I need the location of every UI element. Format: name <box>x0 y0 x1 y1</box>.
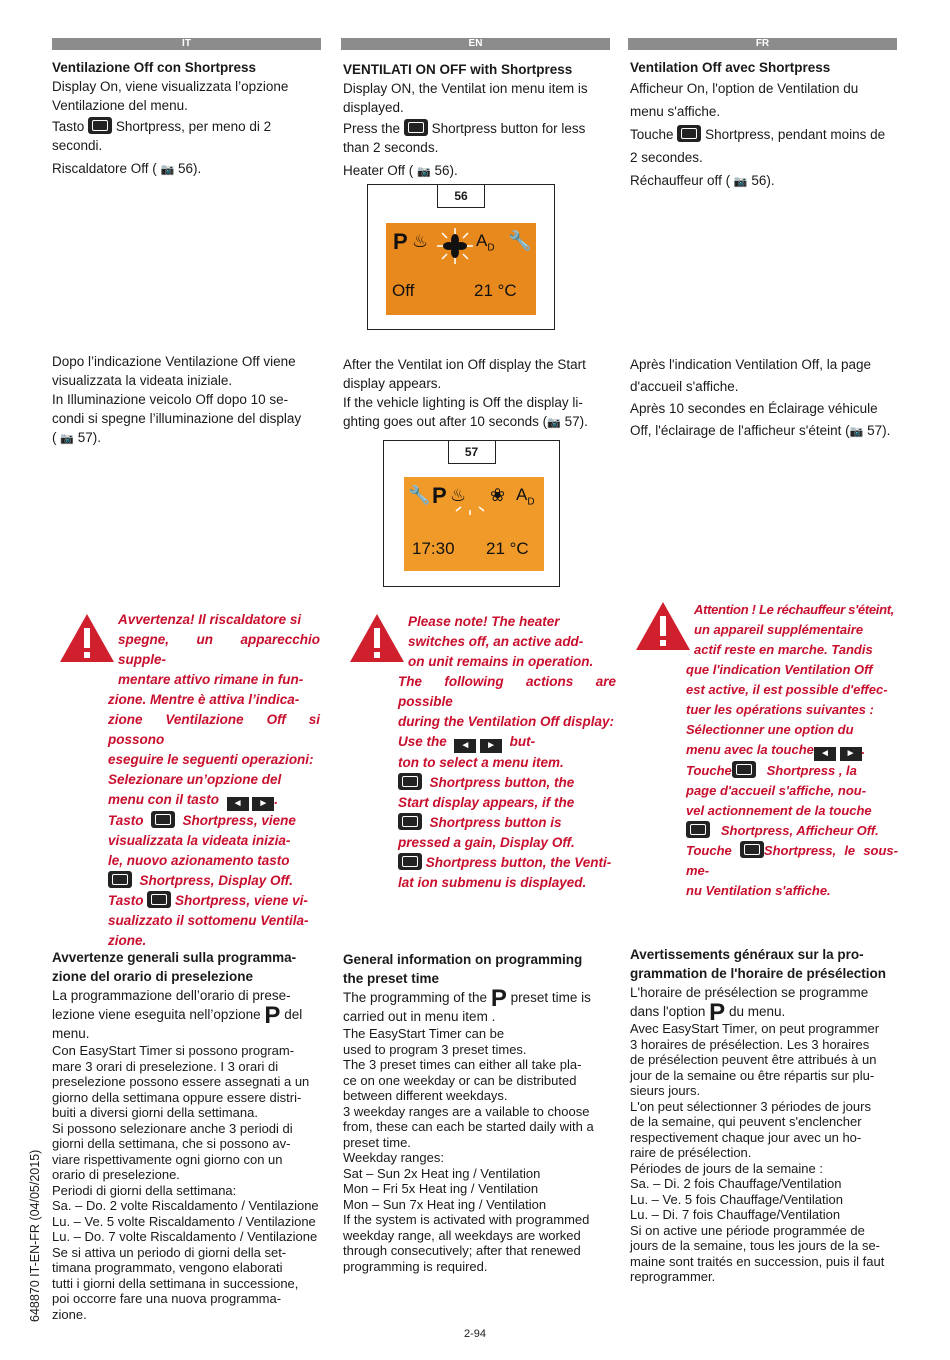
temperature: 21 °C <box>486 539 529 558</box>
arrow-left-icon: ◄ <box>814 747 836 761</box>
en-g-body-line: Weekday ranges: <box>343 1150 444 1165</box>
it-g-body-line: giorno della settimana oppure essere distri- <box>52 1089 302 1105</box>
shortpress-key-icon <box>108 871 132 888</box>
fr-warn-line: nu Ventilation s'affiche. <box>686 883 831 898</box>
it-s1-text: Riscaldatore Off ( <box>52 161 157 176</box>
en-s1-line: than 2 seconds. <box>343 140 439 155</box>
shortpress-key-icon <box>88 117 112 134</box>
wrench-icon: 🔧 <box>508 231 532 252</box>
arrow-left-icon: ◄ <box>454 739 476 753</box>
en-warn-line: switches off, an active add- <box>408 634 584 649</box>
page-number: 2-94 <box>463 1328 487 1340</box>
fr-warn-line: tuer les opérations suivantes : <box>686 702 874 717</box>
fr-warn-text: Touche <box>686 763 732 778</box>
camera-icon: 📷 <box>417 166 431 178</box>
en-warn-line: ton to select a menu item. <box>398 755 564 770</box>
heating-rays-icon <box>452 481 488 517</box>
camera-icon: 📷 <box>849 426 864 438</box>
en-warning <box>398 612 616 893</box>
fr-warn-text: Shortpress , la <box>766 763 857 778</box>
document-code: 648870 IT-EN-FR (04/05/2015) <box>28 1149 42 1322</box>
shortpress-key-icon <box>151 811 175 828</box>
fr-g-body-line: L'on peut sélectionner 3 périodes de jours <box>630 1098 871 1114</box>
it-warn-line: visualizzata la videata inizia- <box>108 833 291 848</box>
en-s1-title: VENTILATI ON OFF with Shortpress <box>343 62 573 77</box>
lang-bar-en: EN <box>341 38 610 50</box>
arrow-right-icon: ► <box>480 739 502 753</box>
en-warn-text: Shortpress button, the <box>429 775 575 790</box>
it-g-body-line: orario di preselezione. <box>52 1167 180 1182</box>
it-g-body-line: buiti a diversi giorni della settimana. <box>52 1105 258 1120</box>
it-g-body-line: Si possono selezionare anche 3 periodi di <box>52 1120 293 1136</box>
shortpress-key-icon <box>677 125 701 142</box>
en-warn-line: The following actions are possible <box>398 674 616 709</box>
fr-s2-line: Après 10 secondes en Éclairage véhicule <box>630 401 878 416</box>
en-g-title: the preset time <box>343 971 440 986</box>
fan-icon: ❀ <box>490 485 506 505</box>
en-g-body-line: preset time. <box>343 1134 411 1150</box>
it-g-body-line: viare rispettivamente ogni giorno con un <box>52 1151 283 1167</box>
en-s2-line: If the vehicle lighting is Off the display li- <box>343 395 583 410</box>
ad-subscript: D <box>527 496 535 508</box>
shortpress-key-icon <box>732 761 756 778</box>
fr-g-body-line: Lu. – Ve. 5 fois Chauffage/Ventilation <box>630 1191 843 1207</box>
it-warn-line: zione. <box>108 933 147 948</box>
en-s2-line: display appears. <box>343 376 442 391</box>
it-warn-text: Shortpress, viene vi- <box>175 893 308 908</box>
en-g-body-line: from, these can each be started daily with a <box>343 1119 594 1134</box>
en-g-body-line: The EasyStart Timer can be <box>343 1026 505 1041</box>
en-g-text: The programming of the <box>343 990 488 1005</box>
en-s1-text: 56). <box>434 163 458 178</box>
warning-triangle-icon <box>634 600 692 652</box>
fr-s1-text: Shortpress, pendant moins de <box>705 127 886 142</box>
shortpress-key-icon <box>740 841 764 858</box>
fr-s1-title: Ventilation Off avec Shortpress <box>630 60 831 75</box>
fr-s1-line: menu s'affiche. <box>630 104 721 119</box>
ad-subscript: D <box>487 242 495 254</box>
shortpress-key-icon <box>398 813 422 830</box>
en-s1-text: Heater Off ( <box>343 163 414 178</box>
arrow-left-icon: ◄ <box>227 797 249 811</box>
preset-p-icon: P <box>264 1002 281 1029</box>
it-warn-line: spegne, un apparecchio supple- <box>118 632 320 667</box>
fr-g-body-line: Périodes de jours de la semaine : <box>630 1160 823 1176</box>
fr-warn-line: Attention ! Le réchauffeur s'éteint, <box>694 602 895 617</box>
it-g-body <box>52 1043 322 1322</box>
camera-icon: 📷 <box>60 433 74 445</box>
it-g-body-line: giorni della settimana, che si possono av- <box>52 1136 291 1151</box>
en-g-body-line: programming is required. <box>343 1258 488 1274</box>
fr-g-text: du menu. <box>728 1004 786 1019</box>
lang-bar-it: IT <box>52 38 321 50</box>
en-warn-text: Use the <box>398 734 447 749</box>
status-off: Off <box>392 281 415 300</box>
arrow-right-icon: ► <box>840 747 862 761</box>
en-g-body-line: between different weekdays. <box>343 1088 508 1103</box>
clock-time: 17:30 <box>412 539 455 558</box>
it-g-body-line: Con EasyStart Timer si possono program- <box>52 1043 295 1058</box>
fr-s2-line: d'accueil s'affiche. <box>630 379 739 394</box>
fr-s2-text: Off, l'éclairage de l'afficheur s'éteint ( <box>630 423 850 438</box>
figure-56 <box>367 184 555 330</box>
fr-warning: Attention ! Le réchauffeur s'éteint, un appareil supplémentaire actif reste en marche. Tandis que l'indication Ventilation Off est active, il est possible d'effec- tuer les opérations suivantes : Sélectionner une option du menu avec la touche ◄ ► . Touche Shortpress , la page d'accueil s'affiche, nou- vel actionnement de la touche Shortpress, Afficheur Off. Touche Shortpress, le sous-me- nu Ventilation s'affiche. <box>686 600 898 901</box>
fr-g-line: L'horaire de présélection se programme <box>630 985 869 1000</box>
fr-warn-line: Sélectionner une option du <box>686 722 854 737</box>
fr-g-body-line: maine sont traités en succession, puis il faut <box>630 1253 885 1269</box>
fr-section-after-off <box>630 354 900 443</box>
fr-s1-text: Touche <box>630 127 674 142</box>
fr-g-body-line: reprogrammer. <box>630 1269 716 1284</box>
fr-g-body-line: respectivement chaque jour avec un ho- <box>630 1129 862 1145</box>
camera-icon: 📷 <box>733 176 748 188</box>
fr-warn-line: un appareil supplémentaire <box>694 622 864 637</box>
shortpress-key-icon <box>686 821 710 838</box>
figure-number: 56 <box>437 185 485 208</box>
fr-g-body-line: Si on active une période programmée de <box>630 1222 865 1238</box>
it-g-line: La programmazione dell’orario di prese- <box>52 988 291 1003</box>
it-warn-line: zione. Mentre è attiva l’indica- <box>108 692 300 707</box>
fr-s2-text: 57). <box>867 423 891 438</box>
it-warn-line: le, nuovo azionamento tasto <box>108 853 290 868</box>
en-warn-text: Shortpress button, the Venti- <box>425 855 612 870</box>
en-section-after-off <box>343 355 613 433</box>
fr-warn-line: page d'accueil s'affiche, nou- <box>686 783 867 798</box>
preset-p-icon: P <box>432 483 447 508</box>
lang-bar-fr: FR <box>628 38 897 50</box>
preset-p-icon: P <box>393 229 408 254</box>
it-g-text: lezione viene eseguita nell’opzione <box>52 1007 261 1022</box>
shortpress-key-icon <box>398 853 422 870</box>
fr-g-body-line: jours de la semaine, tous les jours de la se- <box>630 1238 881 1253</box>
it-g-body-line: Se si attiva un periodo di giorni della set- <box>52 1244 287 1260</box>
it-warn-line: eseguire le seguenti operazioni: <box>108 752 314 767</box>
it-warn-line: Selezionare un’opzione del <box>108 772 282 787</box>
fr-g-body-line: Sa. – Di. 2 fois Chauffage/Ventilation <box>630 1176 842 1191</box>
it-warn-line: zione Ventilazione Off si possono <box>108 712 320 747</box>
it-g-body-line: mare 3 orari di preselezione. I 3 orari di <box>52 1058 279 1074</box>
it-g-body-line: preselezione possono essere assegnati a un <box>52 1074 310 1089</box>
fr-warn-text: Shortpress, le sous-me- <box>686 843 898 878</box>
en-s2-line: After the Ventilat ion Off display the Start <box>343 357 586 372</box>
en-section-ventilation-off <box>343 60 613 182</box>
it-s1-text: 56). <box>178 161 202 176</box>
en-general-info <box>343 950 613 1274</box>
ad-label: A <box>516 485 528 504</box>
it-g-body-line: Lu. – Do. 7 volte Riscaldamento / Ventilazione <box>52 1229 318 1244</box>
fr-g-title: Avertissements généraux sur la pro- <box>630 947 864 962</box>
en-warn-line: on unit remains in operation. <box>408 654 594 669</box>
it-warn-text: Shortpress, viene <box>182 813 296 828</box>
en-s1-text: Shortpress button for less <box>431 121 586 136</box>
en-g-body <box>343 1026 613 1274</box>
en-g-body-line: If the system is activated with programmed <box>343 1212 590 1227</box>
en-g-line: carried out in menu item . <box>343 1009 496 1024</box>
auto-dimming-icon <box>476 231 495 253</box>
en-warn-line: Start display appears, if the <box>398 795 575 810</box>
fr-g-body-line: jour de la semaine ou être répartis sur plu- <box>630 1067 875 1083</box>
preset-p-icon: P <box>709 999 726 1026</box>
it-s2-line: Dopo l’indicazione Ventilazione Off viene <box>52 354 296 369</box>
en-s1-text: Press the <box>343 121 401 136</box>
it-g-title: Avvertenze generali sulla programma- <box>52 950 297 965</box>
fr-warn-text: menu avec la touche <box>686 742 814 757</box>
it-s2-line: visualizzata la videata iniziale. <box>52 373 233 388</box>
it-g-body-line: tutti i giorni della settimana in successione, <box>52 1275 299 1291</box>
fr-s1-line: 2 secondes. <box>630 150 703 165</box>
en-g-body-line: 3 weekday ranges are a vailable to choose <box>343 1103 590 1119</box>
en-warn-text: but- <box>509 734 536 749</box>
fr-g-title: grammation de l'horaire de présélection <box>630 966 887 981</box>
shortpress-key-icon <box>404 119 428 136</box>
it-g-body-line: Sa. – Do. 2 volte Riscaldamento / Ventilazione <box>52 1198 319 1213</box>
shortpress-key-icon <box>147 891 171 908</box>
it-g-body-line: zione. <box>52 1306 87 1322</box>
fr-g-body-line: de présélection peuvent être attribués à un <box>630 1052 877 1067</box>
preset-p-icon: P <box>490 985 507 1012</box>
shortpress-key-icon <box>398 773 422 790</box>
heating-icon: ♨ <box>412 231 429 251</box>
figure-57 <box>383 440 560 587</box>
fr-g-body-line: Avec EasyStart Timer, on peut programmer <box>630 1021 880 1036</box>
en-g-body-line: through consecutively; after that renewed <box>343 1243 581 1258</box>
it-g-body-line: Periodi di giorni della settimana: <box>52 1182 237 1198</box>
it-g-title: zione del orario di preselezione <box>52 969 254 984</box>
it-warn-text: menu con il tasto <box>108 792 220 807</box>
fan-icon <box>436 227 474 265</box>
en-g-body-line: ce on one weekday or can be distributed <box>343 1072 577 1088</box>
fr-g-body-line: 3 horaires de présélection. Les 3 horaires <box>630 1036 870 1052</box>
it-warn-text: Tasto <box>108 893 144 908</box>
lcd-display <box>386 223 536 315</box>
it-s1-line: secondi. <box>52 138 103 153</box>
fr-g-body-line: de la semaine, qui peuvent s'enclencher <box>630 1114 862 1129</box>
wrench-icon: 🔧 <box>408 485 431 505</box>
it-warn-text: Shortpress, Display Off. <box>139 873 294 888</box>
it-s1-text: Shortpress, per meno di 2 <box>115 119 272 134</box>
lcd-display <box>404 477 544 571</box>
en-warn-text: Shortpress button is <box>429 815 562 830</box>
it-g-line: menu. <box>52 1026 90 1041</box>
fr-g-body <box>630 1021 900 1285</box>
it-warning: Avvertenza! Il riscaldatore si spegne, un apparecchio supple- mentare attivo rimane in fun- zione. Mentre è attiva l’indica- zione Ventilazione Off si possono eseguire le seguenti operazioni: Selezionare un’opzione del menu con il tasto ◄ ► . Tasto Shortpress, viene visualizzata la videata inizia- le, nuovo azionamento tasto Shortpress, Display Off. Tasto Shortpress, viene vi- sualizzato il sottomenu Ventila- zione. <box>108 610 320 951</box>
en-g-body-line: Mon – Fri 5x Heat ing / Ventilation <box>343 1181 539 1196</box>
en-warn-line: Please note! The heater <box>408 614 560 629</box>
it-s2-text: 57). <box>77 430 101 445</box>
en-g-body-line: used to program 3 preset times. <box>343 1041 527 1057</box>
en-s1-line: Display ON, the Ventilat ion menu item is <box>343 81 588 96</box>
camera-icon: 📷 <box>547 417 561 429</box>
it-section-after-off: Dopo l’indicazione Ventilazione Off viene visualizzata la videata iniziale. In Illuminazione veicolo Off dopo 10 se- condi si spegne l’illuminazione del display ( 📷 57). <box>52 352 322 449</box>
ad-label: A <box>476 231 488 250</box>
fr-g-text: dans l'option <box>630 1004 706 1019</box>
fr-warn-text: Touche <box>686 843 732 858</box>
it-s1-text: Tasto <box>52 119 85 134</box>
it-s1-title: Ventilazione Off con Shortpress <box>52 60 257 75</box>
temperature: 21 °C <box>474 281 517 300</box>
fr-g-body-line: sieurs jours. <box>630 1083 701 1098</box>
fr-section-ventilation-off <box>630 58 900 194</box>
en-s2-text: ghting goes out after 10 seconds ( <box>343 414 548 429</box>
fr-g-body-line: Lu. – Di. 7 fois Chauffage/Ventilation <box>630 1207 841 1222</box>
en-g-body-line: Sat – Sun 2x Heat ing / Ventilation <box>343 1165 541 1181</box>
it-warn-line: mentare attivo rimane in fun- <box>118 672 304 687</box>
it-warn-line: sualizzato il sottomenu Ventila- <box>108 913 309 928</box>
fr-s1-text: 56). <box>751 173 775 188</box>
fr-warn-text: Shortpress, Afficheur Off. <box>720 823 879 838</box>
en-g-body-line: Mon – Sun 7x Heat ing / Ventilation <box>343 1196 547 1212</box>
fr-warn-line: vel actionnement de la touche <box>686 803 872 818</box>
it-g-text: del <box>284 1007 303 1022</box>
en-s1-line: displayed. <box>343 100 404 115</box>
en-warn-line: lat ion submenu is displayed. <box>398 875 587 890</box>
figure-number: 57 <box>448 441 496 464</box>
it-s1-line: Ventilazione del menu. <box>52 98 188 113</box>
it-s1-line: Display On, viene visualizzata l’opzione <box>52 79 289 94</box>
it-g-body-line: timana programmato, vengono elaborati <box>52 1260 283 1275</box>
arrow-right-icon: ► <box>252 797 274 811</box>
en-warn-line: pressed a gain, Display Off. <box>398 835 575 850</box>
en-g-text: preset time is <box>510 990 591 1005</box>
it-section-ventilation-off <box>52 58 322 180</box>
it-s2-line: condi si spegne l’illuminazione del display <box>52 411 302 426</box>
en-g-body-line: The 3 preset times can either all take pla- <box>343 1057 582 1072</box>
fr-s1-line: Afficheur On, l'option de Ventilation du <box>630 81 859 96</box>
it-warn-line: Avvertenza! Il riscaldatore si <box>118 612 302 627</box>
auto-dimming-icon <box>516 485 535 507</box>
en-s2-text: 57). <box>564 414 588 429</box>
fr-warn-line: actif reste en marche. Tandis <box>694 642 873 657</box>
fr-s1-text: Réchauffeur off ( <box>630 173 731 188</box>
fr-warn-line: que l'indication Ventilation Off <box>686 662 873 677</box>
it-s2-line: In Illuminazione veicolo Off dopo 10 se- <box>52 392 289 407</box>
en-g-title: General information on programming <box>343 952 583 967</box>
fr-g-body-line: raire de présélection. <box>630 1145 752 1160</box>
it-general-info <box>52 948 322 1322</box>
en-g-body-line: weekday range, all weekdays are worked <box>343 1227 581 1243</box>
heating-icon: ♨ <box>450 485 467 505</box>
fr-warn-line: est active, il est possible d'effec- <box>686 682 888 697</box>
en-warn-line: during the Ventilation Off display: <box>398 714 615 729</box>
camera-icon: 📷 <box>160 164 175 176</box>
fr-s2-line: Après l'indication Ventilation Off, la page <box>630 357 871 372</box>
fr-general-info <box>630 945 900 1285</box>
it-g-body-line: poi occorre fare una nuova programma- <box>52 1291 282 1306</box>
it-warn-text: Tasto <box>108 813 144 828</box>
it-g-body-line: Lu. – Ve. 5 volte Riscaldamento / Ventilazione <box>52 1213 316 1229</box>
